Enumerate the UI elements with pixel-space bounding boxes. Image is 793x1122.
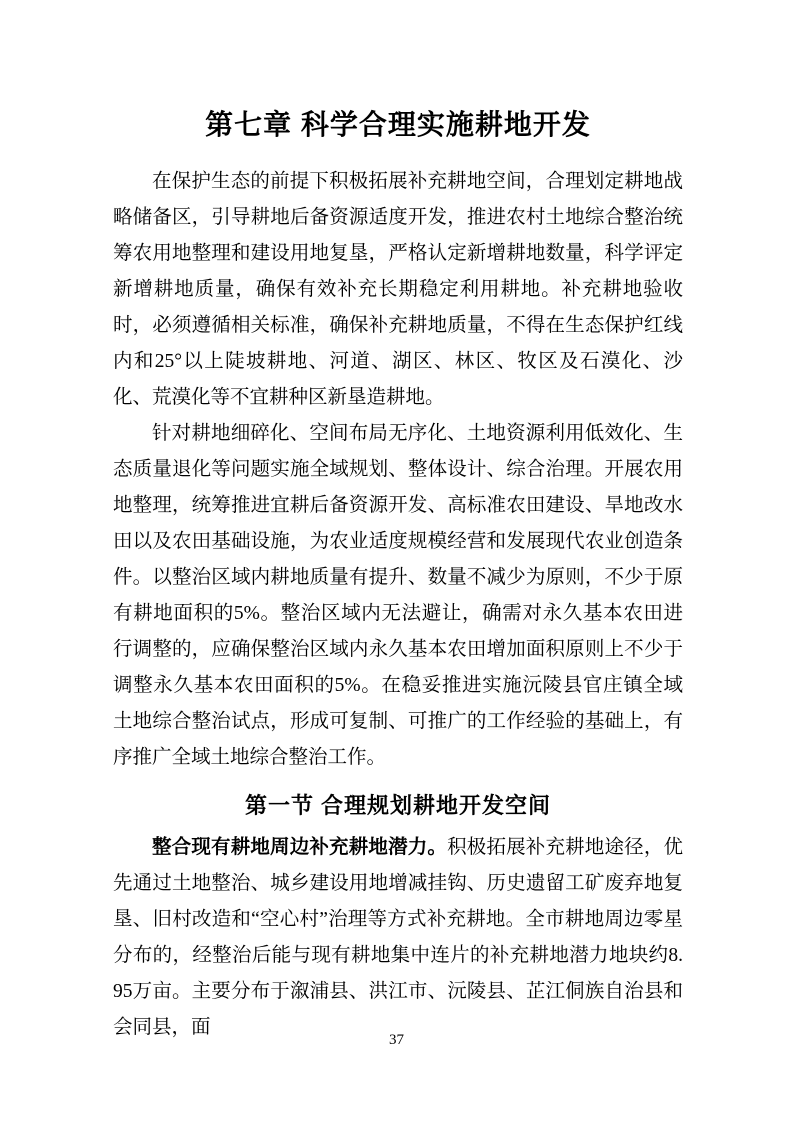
paragraph-supplement-space: 在保护生态的前提下积极拓展补充耕地空间，合理划定耕地战略储备区，引导耕地后备资源适度开发，推进农村土地综合整治统筹农用地整理和建设用地复垦，严格认定新增耕地数量，科学评定新增耕地质量，确保有效补充长期稳定利用耕地。补充耕地验收时，必须遵循相关标准，确保补充耕地质量，不得在生态保护红线内和25°以上陡坡耕地、河道、湖区、林区、牧区及石漠化、沙化、荒漠化等不宜耕种区新垦造耕地。	[113, 171, 683, 408]
page-number: 37	[389, 1032, 404, 1048]
paragraph-farmland-potential-body: 积极拓展补充耕地途径，优先通过土地整治、城乡建设用地增减挂钩、历史遗留工矿废弃地复垦、旧村改造和“空心村”治理等方式补充耕地。全市耕地周边零星分布的，经整治后能与现有耕地集中连片的补充耕地潜力地块约8.95万亩。主要分布于溆浦县、洪江市、沅陵县、芷江侗族自治县和会同县，面	[113, 837, 683, 1038]
paragraph-comprehensive-consolidation: 针对耕地细碎化、空间布局无序化、土地资源利用低效化、生态质量退化等问题实施全域规划、整体设计、综合治理。开展农用地整理，统筹推进宜耕后备资源开发、高标准农田建设、旱地改水田以及农田基础设施，为农业适度规模经营和发展现代农业创造条件。以整治区域内耕地质量有提升、数量不减少为原则，不少于原有耕地面积的5%。整治区域内无法避让，确需对永久基本农田进行调整的，应确保整治区域内永久基本农田增加面积原则上不少于调整永久基本农田面积的5%。在稳妥推进实施沅陵县官庄镇全域土地综合整治试点，形成可复制、可推广的工作经验的基础上，有序推广全域土地综合整治工作。	[113, 423, 683, 768]
chapter-title: 第七章 科学合理实施耕地开发	[205, 109, 591, 140]
document-content	[113, 0, 683, 1046]
section-title: 第一节 合理规划耕地开发空间	[244, 793, 552, 818]
paragraph-farmland-potential-lead: 整合现有耕地周边补充耕地潜力。	[152, 837, 448, 858]
paragraph-farmland-potential	[113, 830, 683, 1046]
